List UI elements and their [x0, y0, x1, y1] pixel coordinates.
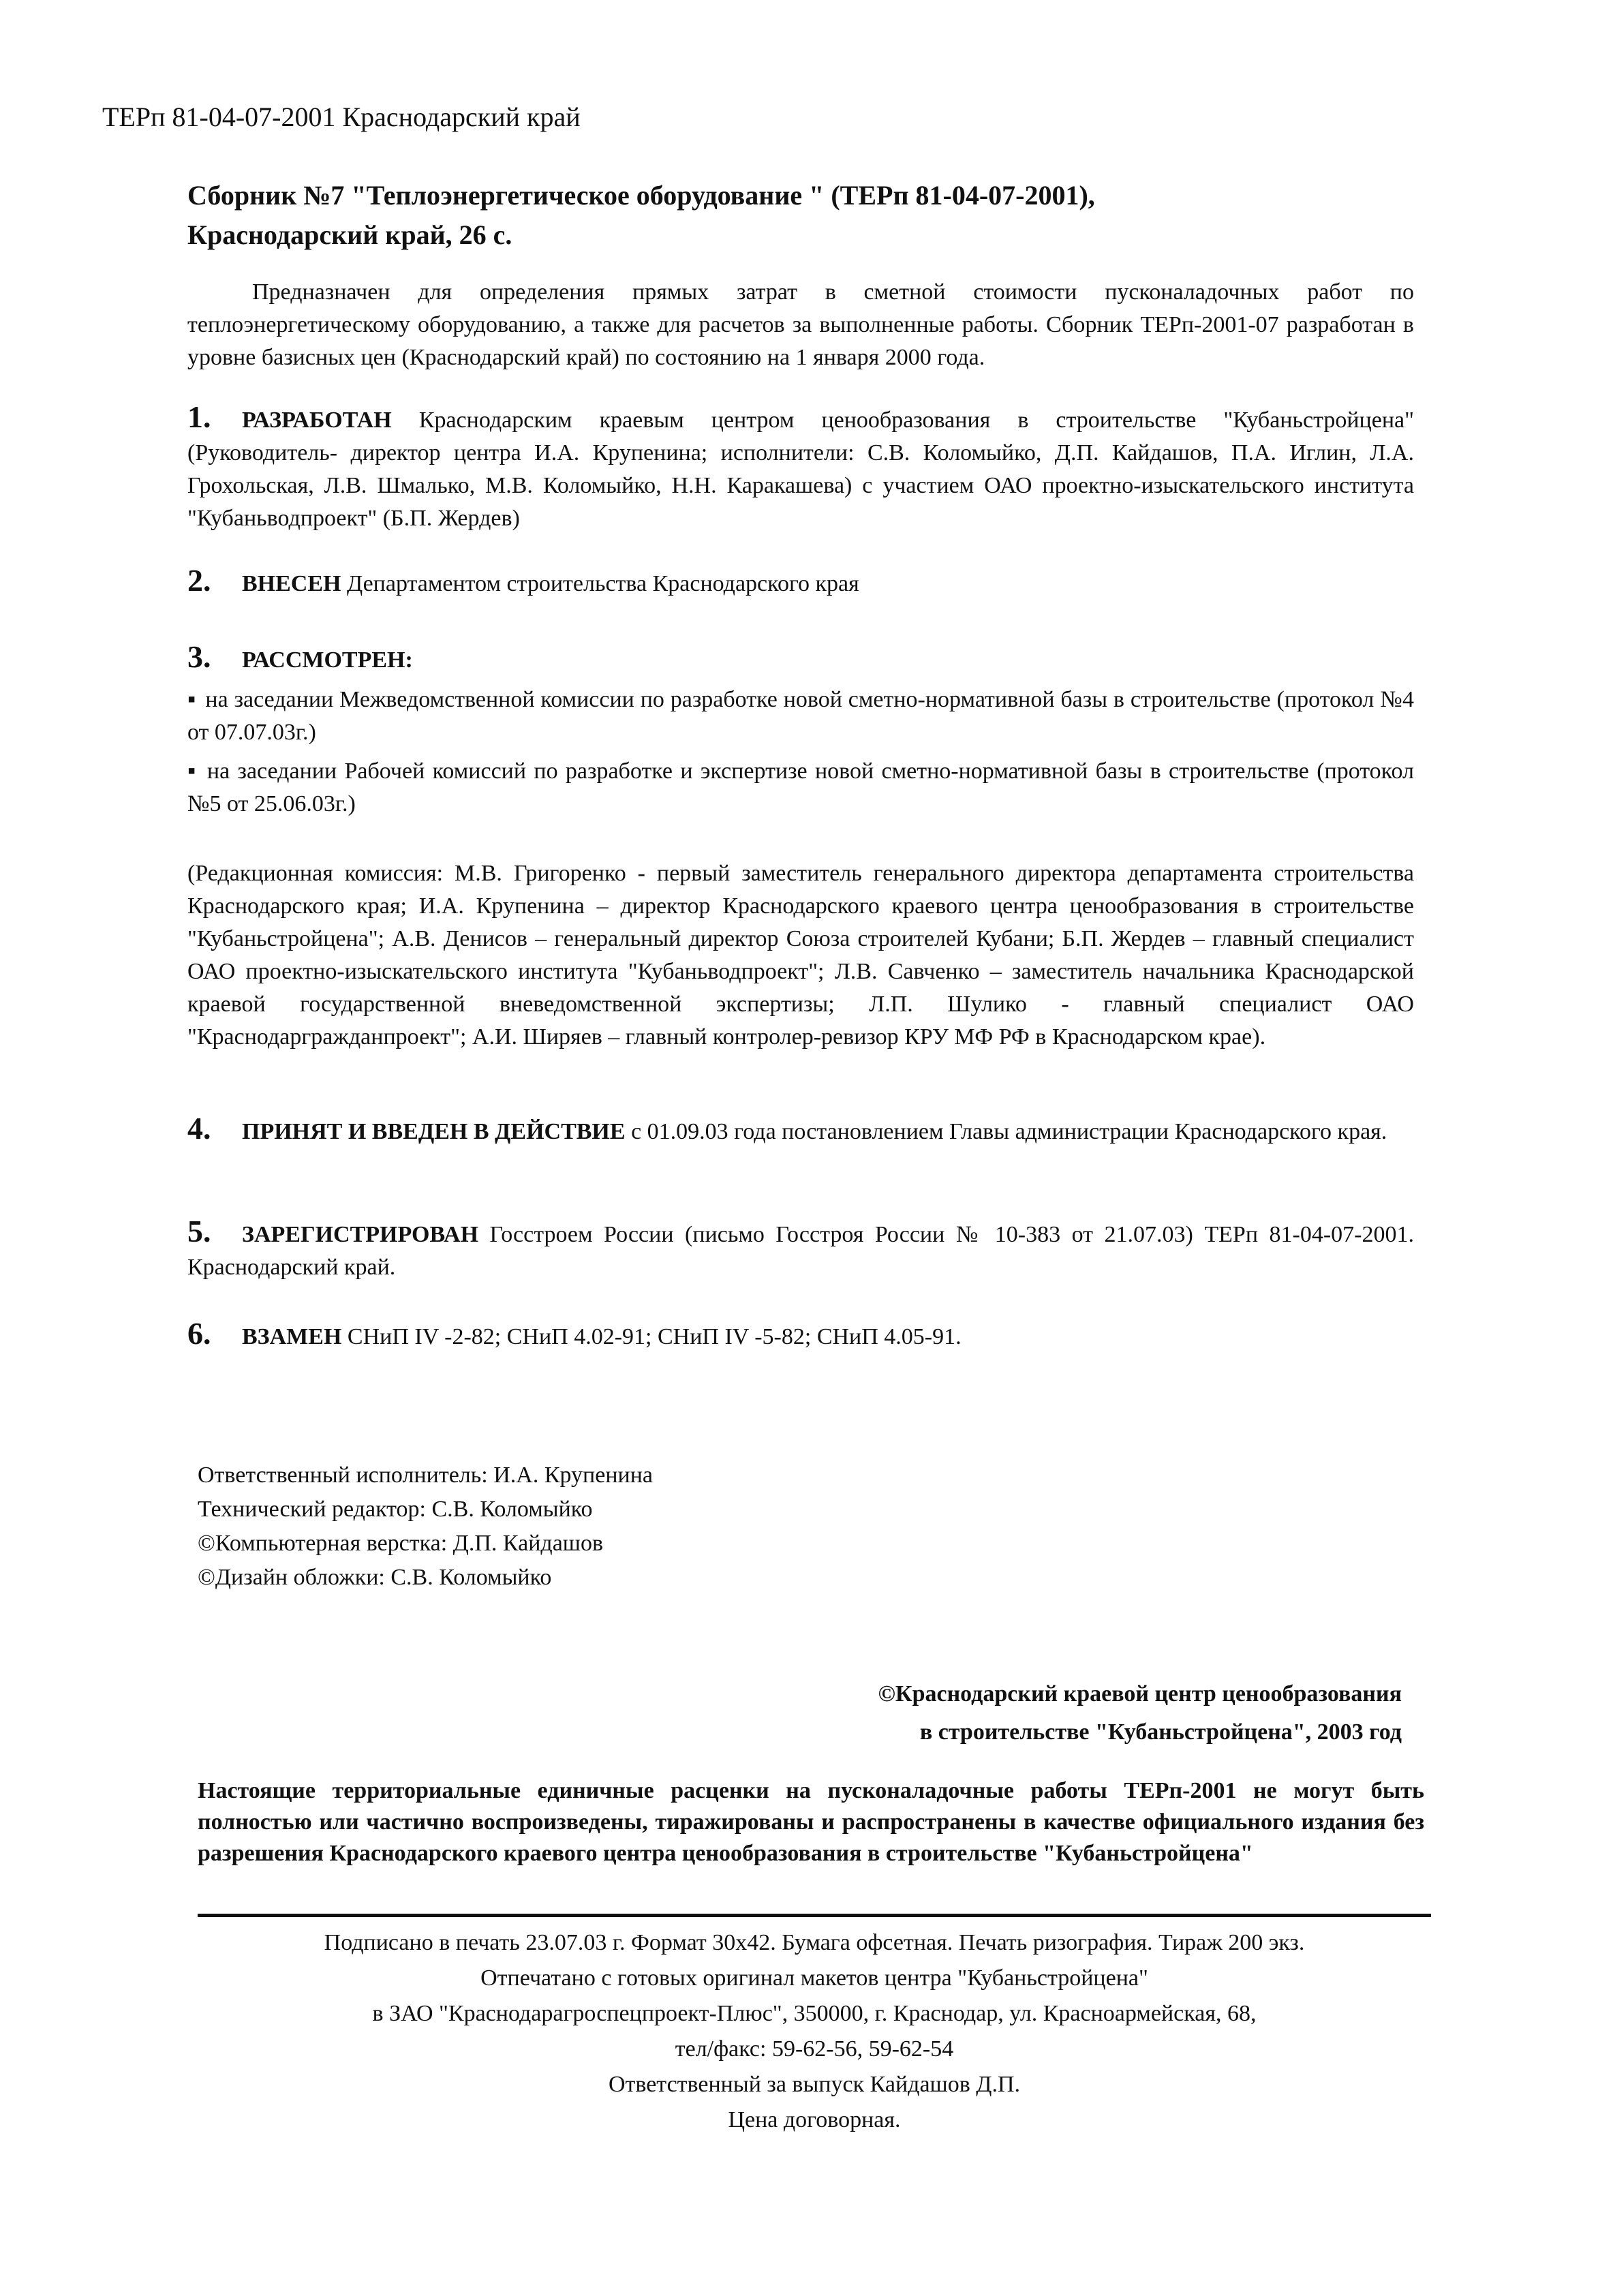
copyright-block	[878, 1675, 1402, 1751]
section-1-developed	[187, 401, 1414, 535]
imprint-block	[198, 1925, 1431, 2138]
copyright-line-2: в строительстве "Кубаньстройцена", 2003 год	[919, 1719, 1402, 1745]
review-bullet-2	[187, 755, 1414, 821]
section-keyword: ПРИНЯТ И ВВЕДЕН В ДЕЙСТВИЕ	[242, 1119, 626, 1144]
imprint-price: Цена договорная.	[728, 2107, 901, 2132]
review-bullet-1	[187, 684, 1414, 749]
collection-title	[187, 176, 1448, 255]
title-line-1: Сборник №7 "Теплоэнергетическое оборудование " (ТЕРп 81-04-07-2001),	[187, 180, 1095, 211]
copyright-line-1: ©Краснодарский краевой центр ценообразования	[878, 1681, 1402, 1706]
editorial-board-paragraph: (Редакционная комиссия: М.В. Григоренко - первый заместитель генерального директора департамента строительства Краснодарского края; И.А. Крупенина – директор Краснодарского краевого центра ценообразования в строительстве "Кубаньстройцена"; А.В. Денисов – генеральный директор Союза строителей Кубани; Б.П. Жердев – главный специалист ОАО проектно-изыскательского института "Кубаньводпроект"; Л.В. Савченко – заместитель начальника Краснодарской краевой государственной вневедомственной экспертизы; Л.П. Шулико - главный специалист ОАО "Краснодаргражданпроект"; А.И. Ширяев – главный контролер-ревизор КРУ МФ РФ в Краснодарском крае).	[187, 861, 1414, 1050]
credit-cover-design: ©Дизайн обложки: С.В. Коломыйко	[198, 1565, 552, 1590]
intro-paragraph: Предназначен для определения прямых затрат в сметной стоимости пусконаладочных работ по теплоэнергетическому оборудованию, а также для расчетов за выполненные работы. Сборник ТЕРп-2001-07 разработан в уровне базисных цен (Краснодарский край) по состоянию на 1 января 2000 года.	[187, 279, 1414, 370]
section-text: Госстроем России (письмо Госстроя России № 10-383 от 21.07.03) ТЕРп 81-04-07-2001. Краснодарский край.	[187, 1222, 1414, 1280]
section-keyword: РАЗРАБОТАН	[242, 408, 392, 433]
credit-layout: ©Компьютерная верстка: Д.П. Кайдашов	[198, 1531, 604, 1556]
bullet-icon: ▪	[187, 687, 196, 712]
imprint-printed-from: Отпечатано с готовых оригинал макетов центра "Кубаньстройцена"	[480, 1965, 1148, 1991]
credit-tech-editor: Технический редактор: С.В. Коломыйко	[198, 1497, 593, 1522]
section-text: СНиП IV -2-82; СНиП 4.02-91; СНиП IV -5-82; СНиП 4.05-91.	[341, 1324, 962, 1349]
imprint-address: в ЗАО "Краснодарагроспецпроект-Плюс", 350000, г. Краснодар, ул. Красноармейская, 68,	[372, 2001, 1257, 2026]
section-number: 5.	[187, 1214, 211, 1249]
section-6-replaces	[187, 1317, 1414, 1353]
section-keyword: ЗАРЕГИСТРИРОВАН	[242, 1222, 479, 1247]
credits-block	[198, 1458, 653, 1595]
section-number: 6.	[187, 1316, 211, 1351]
section-3-reviewed	[187, 641, 1414, 677]
divider-rule	[198, 1914, 1431, 1917]
section-number: 3.	[187, 639, 211, 674]
imprint-release-responsible: Ответственный за выпуск Кайдашов Д.П.	[608, 2072, 1021, 2097]
section-number: 1.	[187, 399, 211, 434]
section-5-registered	[187, 1215, 1414, 1284]
bullet-icon: ▪	[187, 759, 198, 784]
section-number: 4.	[187, 1111, 211, 1146]
section-number: 2.	[187, 563, 211, 598]
section-2-submitted	[187, 564, 1414, 600]
running-head: ТЕРп 81-04-07-2001 Краснодарский край	[102, 102, 581, 132]
bullet-text: на заседании Межведомственной комиссии по разработке новой сметно-нормативной базы в строительстве (протокол №4 от 07.07.03г.)	[187, 687, 1414, 745]
title-line-2: Краснодарский край, 26 с.	[187, 219, 512, 250]
section-keyword: ВНЕСЕН	[242, 571, 341, 596]
section-keyword: РАССМОТРЕН:	[242, 647, 413, 673]
imprint-phone: тел/факс: 59-62-56, 59-62-54	[675, 2036, 954, 2062]
section-keyword: ВЗАМЕН	[242, 1324, 342, 1349]
section-text: Краснодарским краевым центром ценообразования в строительстве "Кубаньстройцена" (Руководитель- директор центра И.А. Крупенина; исполнители: С.В. Коломыйко, Д.П. Кайдашов, П.А. Иглин, Л.А. Грохольская, Л.В. Шмалько, М.В. Коломыйко, Н.Н. Каракашева) с участием ОАО проектно-изыскательского института "Кубаньводпроект" (Б.П. Жердев)	[187, 408, 1414, 531]
reproduction-notice: Настоящие территориальные единичные расценки на пусконаладочные работы ТЕРп-2001 не могут быть полностью или частично воспроизведены, тиражированы и распространены в качестве официального издания без разрешения Краснодарского краевого центра ценообразования в строительстве "Кубаньстройцена"	[198, 1778, 1424, 1866]
imprint-print-details: Подписано в печать 23.07.03 г. Формат 30х42. Бумага офсетная. Печать ризография. Тираж 200 экз.	[324, 1930, 1305, 1955]
bullet-text: на заседании Рабочей комиссий по разработке и экспертизе новой сметно-нормативной базы в строительстве (протокол №5 от 25.06.03г.)	[187, 759, 1414, 816]
section-text: с 01.09.03 года постановлением Главы администрации Краснодарского края.	[625, 1119, 1387, 1144]
section-text: Департаментом строительства Краснодарского края	[341, 571, 859, 596]
credit-responsible: Ответственный исполнитель: И.А. Крупенина	[198, 1463, 654, 1488]
section-4-adopted	[187, 1112, 1414, 1148]
